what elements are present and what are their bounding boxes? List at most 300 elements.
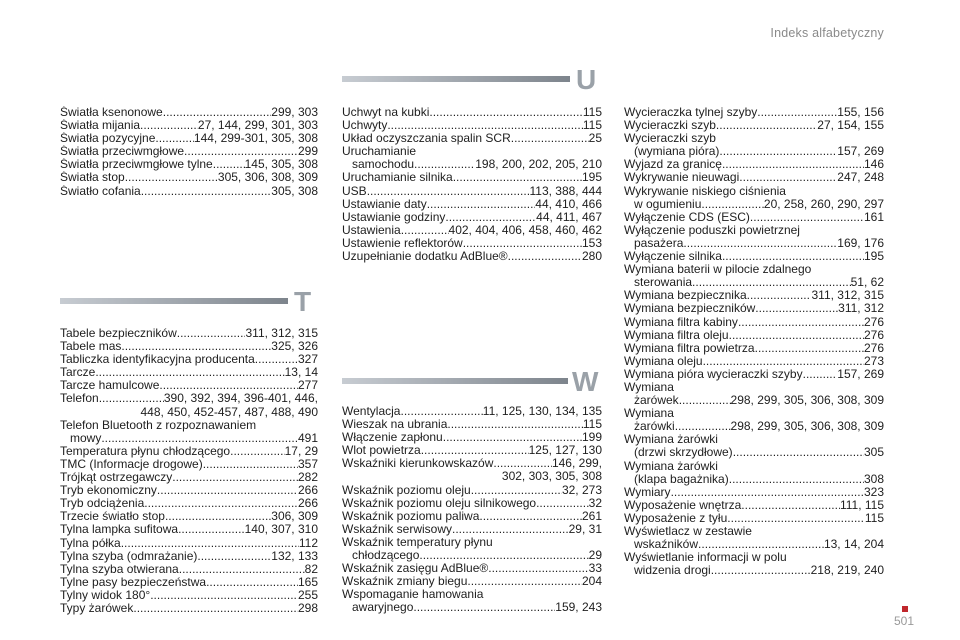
dot-leader xyxy=(445,211,536,224)
dot-leader xyxy=(467,575,582,588)
index-entry-term: Wymiana oleju xyxy=(624,354,703,368)
dot-leader xyxy=(413,601,555,614)
index-entry-term: Tabele bezpieczników xyxy=(60,327,177,340)
index-entry-term: Wycieraczki szyb xyxy=(624,119,716,133)
index-entry-term: Tabliczka identyfikacyjna producenta xyxy=(60,353,255,367)
index-entry-pages: 157, 269 xyxy=(837,145,884,159)
index-entry-term: Światła przeciwmgłowe tylne xyxy=(60,158,213,172)
dot-leader xyxy=(101,432,298,445)
dot-leader xyxy=(401,224,449,237)
index-entry-term: (klapa bagażnika) xyxy=(634,472,729,486)
index-entry xyxy=(624,564,884,577)
index-entry-pages: 282 xyxy=(297,471,318,485)
dot-leader xyxy=(133,602,298,615)
dot-leader xyxy=(729,329,864,342)
index-entry xyxy=(60,145,318,158)
index-entry-pages: 13, 14, 204 xyxy=(823,538,884,552)
dot-leader xyxy=(447,418,582,431)
dot-leader xyxy=(414,158,475,171)
index-entry-term: Układ oczyszczania spalin SCR xyxy=(342,132,511,146)
index-entry-pages: 305, 308 xyxy=(271,184,318,198)
index-entry xyxy=(342,431,602,444)
section-t-rule xyxy=(60,298,288,304)
index-entry-pages: 276 xyxy=(863,328,884,342)
index-entry xyxy=(342,119,602,132)
index-entry-pages: 261 xyxy=(581,509,602,523)
index-entry-pages: 323 xyxy=(863,485,884,499)
index-entry-pages: 115 xyxy=(582,106,602,119)
dot-leader xyxy=(711,564,811,577)
index-entry-pages: 20, 258, 260, 290, 297 xyxy=(763,197,884,211)
index-entry-pages: 325, 326 xyxy=(271,340,318,354)
index-entry-pages: 145, 305, 308 xyxy=(244,158,318,172)
dot-leader xyxy=(230,445,285,458)
index-entry-term: Wymiary xyxy=(624,485,671,499)
dot-leader xyxy=(184,145,298,158)
index-entry-pages: 17, 29 xyxy=(284,444,318,458)
index-entry-heading: Wycieraczki szyb xyxy=(624,131,716,146)
dot-leader xyxy=(421,444,529,457)
index-entry-term: Wykrywanie nieuwagi xyxy=(624,171,740,185)
index-entry-pages: 155, 156 xyxy=(837,106,884,119)
index-entry-heading: Telefon Bluetooth z rozpoznawaniem xyxy=(60,417,257,432)
index-entry xyxy=(342,601,602,614)
index-entry-term: wskaźników xyxy=(634,538,699,552)
index-entry xyxy=(624,486,884,499)
index-entry-pages: 299, 303 xyxy=(271,106,318,119)
index-entry-term: Światła mijania xyxy=(60,119,141,133)
index-entry xyxy=(60,589,318,602)
dot-leader xyxy=(703,355,864,368)
index-entry-term: Światła stop xyxy=(60,171,125,185)
index-entry xyxy=(342,523,602,536)
index-entry-pages: 195 xyxy=(581,171,602,185)
dot-leader xyxy=(121,537,299,550)
dot-leader xyxy=(463,237,582,250)
index-entry-pages: 44, 411, 467 xyxy=(536,210,602,224)
dot-leader xyxy=(701,198,764,211)
index-entry xyxy=(624,446,884,459)
index-entry-pages: 25 xyxy=(588,132,602,146)
index-entry xyxy=(342,211,602,224)
dot-leader xyxy=(429,106,582,119)
index-entry-pages: 277 xyxy=(297,379,318,393)
index-entry xyxy=(624,171,884,184)
dot-leader xyxy=(511,132,589,145)
index-entry-term: Tylne pasy bezpieczeństwa xyxy=(60,575,207,589)
index-entry-term: Tylna lampka sufitowa xyxy=(60,523,179,537)
dot-leader xyxy=(443,431,582,444)
dot-leader xyxy=(213,158,245,171)
index-entry-term: Ustawianie daty xyxy=(342,197,427,211)
index-entry-term: Wymiana pióra wycieraczki szyby xyxy=(624,367,803,381)
index-entry xyxy=(624,198,884,211)
index-entry-heading: Wymiana żarówki xyxy=(624,432,718,447)
index-entry xyxy=(342,198,602,211)
dot-leader xyxy=(125,171,218,184)
index-entry xyxy=(342,405,602,418)
index-column-2-section-w xyxy=(342,405,602,615)
index-entry-pages: 132, 133 xyxy=(271,549,318,563)
index-entry-continued-pages: 448, 450, 452-457, 487, 488, 490 xyxy=(140,404,318,419)
index-entry-term: Włączenie zapłonu xyxy=(342,431,443,445)
index-entry-pages: 311, 312 xyxy=(838,302,884,316)
index-entry-term: Wymiana bezpieczników xyxy=(624,302,756,316)
index-entry-pages: 198, 200, 202, 205, 210 xyxy=(475,158,602,172)
dot-leader xyxy=(155,132,194,145)
index-entry-heading: Wspomaganie hamowania xyxy=(342,587,484,602)
dot-leader xyxy=(165,510,271,523)
index-entry-term: TMC (Informacje drogowe) xyxy=(60,457,203,471)
index-entry-pages: 280 xyxy=(581,250,602,264)
index-entry-pages: 159, 243 xyxy=(555,601,602,615)
index-entry xyxy=(60,340,318,353)
index-entry xyxy=(624,499,884,512)
index-entry-term: Temperatura płynu chłodzącego xyxy=(60,444,231,458)
index-entry-pages: 140, 307, 310 xyxy=(244,523,318,537)
index-entry xyxy=(624,329,884,342)
dot-leader xyxy=(733,446,864,459)
index-entry-pages: 306, 309 xyxy=(271,510,318,524)
index-entry-term: Światła przeciwmgłowe xyxy=(60,145,185,159)
index-entry-term: Światła ksenonowe xyxy=(60,106,163,119)
index-entry xyxy=(342,510,602,523)
index-entry-pages: 247, 248 xyxy=(837,171,884,185)
index-entry-term: Wskaźniki kierunkowskazów xyxy=(342,457,494,471)
index-entry-term: Tryb odciążenia xyxy=(60,497,145,511)
index-entry-term: USB xyxy=(342,184,367,198)
dot-leader xyxy=(141,185,272,198)
index-entry-pages: 161 xyxy=(863,210,884,224)
index-entry xyxy=(624,276,884,289)
index-entry xyxy=(60,523,318,536)
dot-leader xyxy=(750,211,864,224)
dot-leader xyxy=(719,145,837,158)
index-entry xyxy=(60,537,318,550)
index-entry-pages: 195 xyxy=(863,250,884,264)
index-entry-pages: 308 xyxy=(863,472,884,486)
index-entry-term: Uchwyt na kubki xyxy=(342,106,430,119)
index-entry xyxy=(60,550,318,563)
index-entry xyxy=(60,119,318,132)
index-entry xyxy=(60,602,318,615)
index-entry-term: żarówki xyxy=(634,420,675,434)
index-entry xyxy=(342,171,602,184)
section-t-letter: T xyxy=(294,286,312,317)
index-entry-pages: 29 xyxy=(588,549,602,563)
index-entry-pages: 327 xyxy=(297,353,318,367)
dot-leader xyxy=(400,405,482,418)
dot-leader xyxy=(367,185,530,198)
index-entry-pages: 51, 62 xyxy=(850,276,884,290)
index-entry xyxy=(60,471,318,484)
index-entry xyxy=(624,302,884,315)
index-entry xyxy=(342,224,602,237)
index-entry-heading: Wyświetlacz w zestawie xyxy=(624,524,752,538)
index-entry-term: Wyposażenie z tyłu xyxy=(624,511,728,525)
index-entry-term: żarówek xyxy=(634,394,679,408)
dot-leader xyxy=(163,106,272,119)
index-entry-heading: Uruchamianie xyxy=(342,144,417,159)
index-entry-term: sterowania xyxy=(634,276,693,290)
index-entry-term: Wieszak na ubrania xyxy=(342,418,448,432)
index-entry-term: Wskaźnik serwisowy xyxy=(342,522,453,536)
index-entry-term: Tylna szyba otwierana xyxy=(60,562,179,576)
index-entry-pages: 111, 115 xyxy=(839,498,884,512)
index-entry xyxy=(624,368,884,381)
index-entry-term: mowy xyxy=(70,431,102,445)
index-entry xyxy=(624,158,884,171)
dot-leader xyxy=(159,379,298,392)
dot-leader xyxy=(508,250,582,263)
index-entry-pages: 112 xyxy=(298,536,318,550)
dot-leader xyxy=(203,458,298,471)
dot-leader xyxy=(755,302,838,315)
dot-leader xyxy=(452,523,569,536)
index-entry xyxy=(624,342,884,355)
page-header-title: Indeks alfabetyczny xyxy=(770,26,884,40)
index-entry-pages: 357 xyxy=(297,457,318,471)
dot-leader xyxy=(471,484,562,497)
dot-leader xyxy=(387,119,583,132)
index-entry-pages: 27, 154, 155 xyxy=(817,119,884,133)
index-entry-pages: 115 xyxy=(582,418,602,432)
index-entry-pages: 11, 125, 130, 134, 135 xyxy=(482,405,602,418)
index-entry-term: Wymiana filtra oleju xyxy=(624,328,729,342)
dot-leader xyxy=(739,171,837,184)
index-entry-term: Tabele mas xyxy=(60,340,122,354)
index-entry-pages: 266 xyxy=(297,484,318,498)
index-column-2-section-u xyxy=(342,106,602,263)
index-entry xyxy=(60,458,318,471)
index-entry-pages: 33 xyxy=(588,562,602,576)
section-w-letter: W xyxy=(572,366,599,397)
dot-leader xyxy=(453,171,582,184)
index-entry-term: Wskaźnik zasięgu AdBlue® xyxy=(342,562,489,576)
dot-leader xyxy=(747,289,812,302)
index-entry-pages: 199 xyxy=(581,431,602,445)
dot-leader xyxy=(157,484,298,497)
index-entry-pages: 305 xyxy=(863,446,884,460)
index-entry-pages: 491 xyxy=(297,431,318,445)
index-entry-pages: 276 xyxy=(863,315,884,329)
index-entry-pages: 153 xyxy=(581,236,602,250)
red-marker-square xyxy=(902,606,908,612)
dot-leader xyxy=(179,563,305,576)
index-entry-term: Tylna półka xyxy=(60,536,121,550)
index-entry xyxy=(60,171,318,184)
index-entry xyxy=(342,497,602,510)
dot-leader xyxy=(172,471,298,484)
index-entry-term: Wymiana filtra powietrza xyxy=(624,341,755,355)
index-entry-pages: 273 xyxy=(863,354,884,368)
index-entry-term: Wskaźnik zmiany biegu xyxy=(342,575,468,589)
index-column-3 xyxy=(624,106,884,577)
index-entry-term: Ustawienie reflektorów xyxy=(342,236,463,250)
dot-leader xyxy=(178,523,245,536)
index-entry xyxy=(60,432,318,445)
index-entry-pages: 266 xyxy=(297,497,318,511)
index-entry-heading: Wskaźnik temperatury płynu xyxy=(342,534,493,549)
page-number: 501 xyxy=(893,614,914,628)
index-entry xyxy=(342,562,602,575)
index-entry-term: Ustawienia xyxy=(342,223,401,237)
index-entry-pages: 115 xyxy=(864,511,884,525)
index-entry-term: Tarcze xyxy=(60,366,96,380)
dot-leader xyxy=(741,499,840,512)
dot-leader xyxy=(757,106,837,119)
index-entry-heading: Wymiana żarówki xyxy=(624,458,718,473)
index-entry-term: Uruchamianie silnika xyxy=(342,171,453,185)
index-entry-pages: 125, 127, 130 xyxy=(528,444,602,458)
index-entry-term: Światła pozycyjne xyxy=(60,132,156,146)
index-entry-heading: Wymiana xyxy=(624,379,674,394)
dot-leader xyxy=(755,342,864,355)
index-entry xyxy=(624,145,884,158)
index-entry-pages: 204 xyxy=(581,575,602,589)
index-entry-heading: Wymiana baterii w pilocie zdalnego xyxy=(624,262,812,277)
dot-leader xyxy=(427,198,536,211)
index-entry-term: Tryb ekonomiczny xyxy=(60,484,157,498)
dot-leader xyxy=(488,562,588,575)
index-entry xyxy=(342,250,602,263)
index-entry xyxy=(60,379,318,392)
index-column-1-top xyxy=(60,106,318,198)
index-entry xyxy=(624,211,884,224)
index-entry xyxy=(342,484,602,497)
section-w-header xyxy=(342,366,604,396)
dot-leader xyxy=(144,497,298,510)
index-entry xyxy=(60,563,318,576)
index-entry xyxy=(624,473,884,486)
dot-leader xyxy=(140,119,198,132)
section-u-rule xyxy=(342,76,570,82)
dot-leader xyxy=(803,368,838,381)
index-entry-pages: 157, 269 xyxy=(837,367,884,381)
dot-leader xyxy=(683,237,837,250)
index-entry-term: awaryjnego xyxy=(352,601,414,615)
dot-leader xyxy=(671,486,864,499)
index-entry-term: Uzupełnianie dodatku AdBlue® xyxy=(342,250,508,264)
index-entry-term: Trzecie światło stop xyxy=(60,510,165,524)
index-entry-term: widzenia drogi xyxy=(634,564,711,578)
dot-leader xyxy=(536,497,589,510)
index-entry-heading: Wymiana xyxy=(624,406,674,421)
index-entry-pages: 299 xyxy=(297,145,318,159)
index-entry xyxy=(60,353,318,366)
index-entry-term: Wymiana filtra kabiny xyxy=(624,315,738,329)
dot-leader xyxy=(177,327,246,340)
index-entry-pages: 298, 299, 305, 306, 308, 309 xyxy=(730,394,884,408)
index-entry xyxy=(342,444,602,457)
index-entry-term: Wymiana bezpiecznika xyxy=(624,289,747,303)
index-entry-term: Trójkąt ostrzegawczy xyxy=(60,471,173,485)
index-entry-pages: 115 xyxy=(582,119,602,133)
index-entry-term: w ogumieniu xyxy=(634,197,702,211)
index-entry-term: samochodu xyxy=(352,158,415,172)
index-entry-term: (drzwi skrzydłowe) xyxy=(634,446,733,460)
index-entry-pages: 29, 31 xyxy=(568,522,602,536)
index-entry-heading: Wykrywanie niskiego ciśnienia xyxy=(624,183,786,198)
index-entry xyxy=(342,237,602,250)
dot-leader xyxy=(692,276,851,289)
dot-leader xyxy=(121,340,271,353)
index-entry-pages: 298, 299, 305, 306, 308, 309 xyxy=(730,420,884,434)
section-u-header xyxy=(342,64,602,94)
index-entry-term: Wyłączenie CDS (ESC) xyxy=(624,210,750,224)
index-entry-pages: 169, 176 xyxy=(837,236,884,250)
index-entry-pages: 305, 306, 308, 309 xyxy=(217,171,318,185)
index-entry-pages: 32, 273 xyxy=(561,483,602,497)
index-entry xyxy=(624,237,884,250)
index-entry-pages: 146 xyxy=(863,158,884,172)
index-entry xyxy=(624,106,884,119)
index-entry-pages: 402, 404, 406, 458, 460, 462 xyxy=(448,223,602,237)
index-entry xyxy=(60,158,318,171)
index-entry-pages: 218, 219, 240 xyxy=(810,564,884,578)
index-entry-term: Wyjazd za granicę xyxy=(624,158,722,172)
dot-leader xyxy=(479,510,582,523)
index-entry xyxy=(60,132,318,145)
section-w-rule xyxy=(342,378,568,384)
index-entry xyxy=(60,497,318,510)
section-u-letter: U xyxy=(576,64,597,95)
index-entry-term: (wymiana pióra) xyxy=(634,145,720,159)
index-entry-pages: 144, 299-301, 305, 308 xyxy=(193,132,318,146)
index-entry-term: Ustawianie godziny xyxy=(342,210,446,224)
index-entry-pages: 311, 312, 315 xyxy=(811,289,884,303)
index-entry xyxy=(624,355,884,368)
index-entry-pages: 13, 14 xyxy=(284,366,318,380)
dot-leader xyxy=(679,394,731,407)
dot-leader xyxy=(729,473,864,486)
index-entry xyxy=(624,289,884,302)
index-entry xyxy=(342,185,602,198)
index-entry-term: Wskaźnik poziomu oleju xyxy=(342,483,471,497)
index-entry-term: Wskaźnik poziomu oleju silnikowego xyxy=(342,496,537,510)
dot-leader xyxy=(722,158,864,171)
index-entry-pages: 276 xyxy=(863,341,884,355)
index-entry xyxy=(342,158,602,171)
index-entry-term: Tylna szyba (odmrażanie) xyxy=(60,549,198,563)
index-entry xyxy=(60,327,318,340)
index-entry xyxy=(60,392,318,405)
index-entry-heading: Wyłączenie poduszki powietrznej xyxy=(624,222,800,237)
dot-leader xyxy=(206,576,298,589)
index-entry xyxy=(342,106,602,119)
index-entry-pages: 146, 299, xyxy=(551,457,602,471)
index-entry xyxy=(60,484,318,497)
index-entry-term: chłodzącego xyxy=(352,549,420,563)
index-entry-continued-pages: 302, 303, 305, 308 xyxy=(501,469,602,484)
index-entry-term: Tarcze hamulcowe xyxy=(60,379,160,393)
index-entry-pages: 390, 392, 394, 396-401, 446, xyxy=(163,392,318,406)
index-entry-pages: 311, 312, 315 xyxy=(245,327,318,340)
index-entry xyxy=(60,366,318,379)
dot-leader xyxy=(419,549,588,562)
index-entry-term: Wentylacja xyxy=(342,405,401,418)
index-entry-term: Typy żarówek xyxy=(60,601,134,615)
index-entry-term: Wyposażenie wnętrza xyxy=(624,498,742,512)
index-entry xyxy=(60,106,318,119)
dot-leader xyxy=(150,589,298,602)
index-entry xyxy=(342,418,602,431)
dot-leader xyxy=(95,366,284,379)
dot-leader xyxy=(197,550,271,563)
index-entry-heading: Wyświetlanie informacji w polu xyxy=(624,550,787,565)
index-entry-term: Uchwyty xyxy=(342,119,388,133)
index-entry-pages: 298 xyxy=(297,601,318,615)
